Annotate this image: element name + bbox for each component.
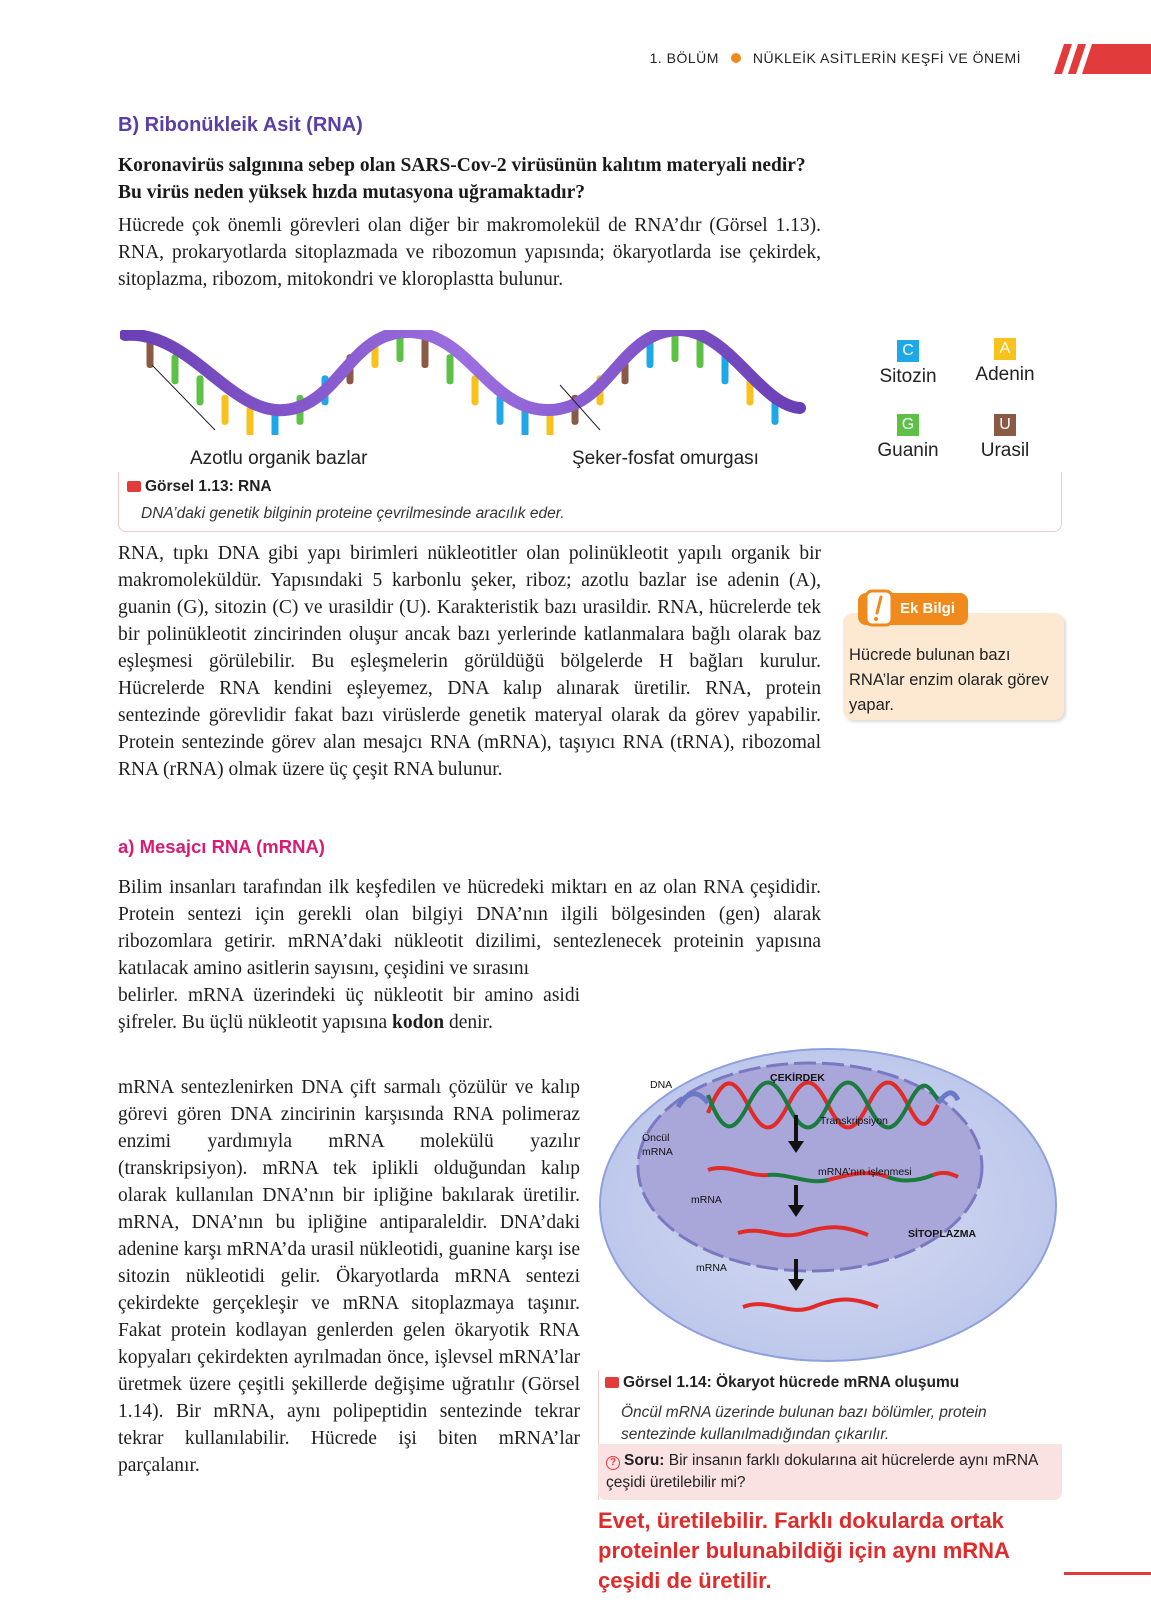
figure-2-caption-title-text: Görsel 1.14: Ökaryot hücrede mRNA oluşumu <box>623 1374 960 1391</box>
mrna-paragraph-2: mRNA sentezlenirken DNA çift sarmalı çözülür ve kalıp görevi gören DNA zincirinin karşısında RNA polimeraz enzimi yardımıyla mRNA molekülü yazılır (transkripsiyon). mRNA tek iplikli olduğundan kalıp olarak kullanılan DNA’nın bir ipliğine bakılarak üretilir. mRNA, DNA’nın bu ipliğine antiparaleldir. DNA’daki adenine karşı mRNA’da urasil nükleotidi, guanine karşı ise sitozin nükleotidi gelir. Ökaryotlarda mRNA sentezi çekirdekte gerçekleşir ve mRNA sitoplazmaya taşınır. Fakat protein kodlayan genlerden gelen ökaryotik RNA kopyaları çekirdekten ayrılmadan önce, işlevsel mRNA’lar üretmek üzere çeşitli şekillerde değişime uğratılır (Görsel 1.14). Bir mRNA, aynı polipeptidin sentezinde tekrar tekrar kullanılabilir. Hücrede işi biten mRNA’lar parçalanır. <box>118 1077 580 1476</box>
rna-base-stick <box>697 338 704 368</box>
key-cytosine-label: Sitozin <box>879 366 937 387</box>
intro-paragraph: Hücrede çok önemli görevleri olan diğer bir makromolekül de RNA’dır (Görsel 1.13). RNA, prokaryotlarda sitoplazmada ve ribozomun yapısında; ökaryotlarda ise çekirdek, sitoplazma, ribozom, mitokondri ve kloroplastta bulunur. <box>118 215 821 290</box>
mrna-formation-diagram <box>598 1045 1058 1365</box>
mrna-paragraph-1-cont-b: denir. <box>444 1012 493 1033</box>
uracil-swatch-icon: U <box>994 414 1016 436</box>
cytosine-swatch-icon: C <box>897 340 919 362</box>
mrna-paragraph-1: Bilim insanları tarafından ilk keşfedilen ve hücredeki miktarı en az olan RNA çeşididir. Protein sentezi için gerekli olan bilgiyi DNA’nın ilgili bölgesinden (gen) alarak ribozomlara getirir. mRNA’daki nükleotit dizilimi, sentezlenecek proteinin yapısına katılacak amino asitlerin sayısını, çeşidini ve sırasını <box>118 877 821 979</box>
label-backbone: Şeker-fosfat omurgası <box>572 448 759 469</box>
key-uracil-label: Urasil <box>980 440 1030 461</box>
image-icon <box>605 1377 619 1388</box>
key-guanine-label: Guanin <box>877 440 939 461</box>
figure-1-caption-title-text: Görsel 1.13: RNA <box>145 478 272 495</box>
mrna-cytoplasm-label: mRNA <box>696 1262 727 1274</box>
section-heading: B) Ribonükleik Asit (RNA) <box>118 114 363 136</box>
page-header <box>0 44 1151 72</box>
cytoplasm-label: SİTOPLAZMA <box>908 1228 977 1240</box>
footer-accent-line <box>1064 1572 1151 1575</box>
rna-base-stick <box>197 375 204 405</box>
bullet-dot-icon <box>731 53 741 63</box>
nucleus-label: ÇEKİRDEK <box>770 1072 825 1084</box>
chapter-name: NÜKLEİK ASİTLERİN KEŞFİ VE ÖNEMİ <box>752 50 1021 66</box>
image-icon <box>127 481 141 492</box>
key-adenine-label: Adenin <box>975 364 1035 385</box>
transcription-label: Transkripsiyon <box>820 1115 888 1127</box>
rna-base-stick <box>422 338 429 368</box>
rna-strand-illustration <box>120 330 810 435</box>
key-adenine <box>965 338 1045 386</box>
mrna-nucleus-label: mRNA <box>691 1194 722 1206</box>
codon-term: kodon <box>392 1012 445 1033</box>
rna-base-stick <box>672 332 679 362</box>
processing-label: mRNA’nın işlenmesi <box>818 1166 912 1178</box>
question-box <box>598 1444 1062 1500</box>
rna-base-stick <box>247 406 254 435</box>
chapter-number: 1. BÖLÜM <box>649 50 719 66</box>
ek-bilgi-text: Hücrede bulunan bazı RNA’lar enzim olarak görev yapar. <box>849 646 1049 714</box>
ek-bilgi-tab: Ek Bilgi <box>858 593 968 625</box>
question-label: Soru: <box>624 1452 665 1469</box>
adenine-swatch-icon: A <box>994 338 1016 360</box>
answer-text: Evet, üretilebilir. Farklı dokularda ortak proteinler bulunabildiği için aynı mRNA çeşidi de üretilir. <box>598 1508 1010 1593</box>
label-nitrogen-bases: Azotlu organik bazlar <box>190 448 368 469</box>
rna-structure-paragraph: RNA, tıpkı DNA gibi yapı birimleri nükleotitler olan polinükleotit yapılı organik bir makromoleküldür. Yapısındaki 5 karbonlu şeker, riboz; azotlu bazlar ise adenin (A), guanin (G), sitozin (C) ve urasildir (U). Karakteristik bazı urasildir. RNA, hücrelerde tek bir polinükleotit zincirinden oluşur ancak bazı yerlerinde katlanmalara bağlı olarak baz eşleşmesi görülebilir. Bu eşleşmelerin görüldüğü bölgelerde H bağları kurulur. Hücrelerde RNA kendini eşleyemez, DNA kalıp alınarak üretilir. RNA, protein sentezinde görevlidir fakat bazı virüslerde genetik materyal olarak da görev yapabilir. Protein sentezinde görev alan mesajcı RNA (mRNA), taşıyıcı RNA (tRNA), ribozomal RNA (rRNA) olmak üzere üç çeşit RNA bulunur. <box>118 543 821 780</box>
rna-bases <box>147 332 779 435</box>
key-cytosine <box>868 340 948 388</box>
rna-base-stick <box>472 375 479 405</box>
mrna-paragraph-1-cont-a: belirler. mRNA üzerindeki üç nükleotit bir amino asidi şifreler. Bu üçlü nükleotit yapısına <box>118 985 580 1033</box>
header-stripes-icon <box>1046 44 1151 74</box>
question-text: Bir insanın farklı dokularına ait hücrelerde aynı mRNA çeşidi üretilebilir mi? <box>606 1452 1038 1491</box>
figure-2-caption-text: Öncül mRNA üzerinde bulunan bazı bölümler, protein sentezinde kullanılmadığından çıkarılır. <box>621 1404 987 1443</box>
figure-2-caption-title <box>605 1374 959 1392</box>
rna-base-stick <box>222 395 229 425</box>
mrna-paragraph-1-cont <box>118 982 580 1036</box>
mrna-heading: a) Mesajcı RNA (mRNA) <box>118 836 325 857</box>
chapter-title <box>650 50 1021 66</box>
pre-mrna-label-1: Öncül <box>642 1132 670 1144</box>
info-bulb-icon <box>864 589 894 627</box>
dna-label: DNA <box>650 1079 673 1091</box>
question-icon: ? <box>606 1456 620 1470</box>
key-guanine <box>868 414 948 462</box>
lead-question: Koronavirüs salgınına sebep olan SARS-Cov-2 virüsünün kalıtım materyali nedir? Bu virüs neden yüksek hızda mutasyona uğramaktadır? <box>118 155 806 203</box>
key-uracil <box>965 414 1045 462</box>
figure-1-caption <box>118 472 1062 532</box>
rna-base-stick <box>172 354 179 384</box>
figure-1-caption-text: DNA’daki genetik bilginin proteine çevrilmesinde aracılık eder. <box>141 505 565 522</box>
rna-base-stick <box>447 354 454 384</box>
figure-1-caption-title <box>127 478 272 496</box>
pre-mrna-label-2: mRNA <box>642 1146 673 1158</box>
guanine-swatch-icon: G <box>897 414 919 436</box>
